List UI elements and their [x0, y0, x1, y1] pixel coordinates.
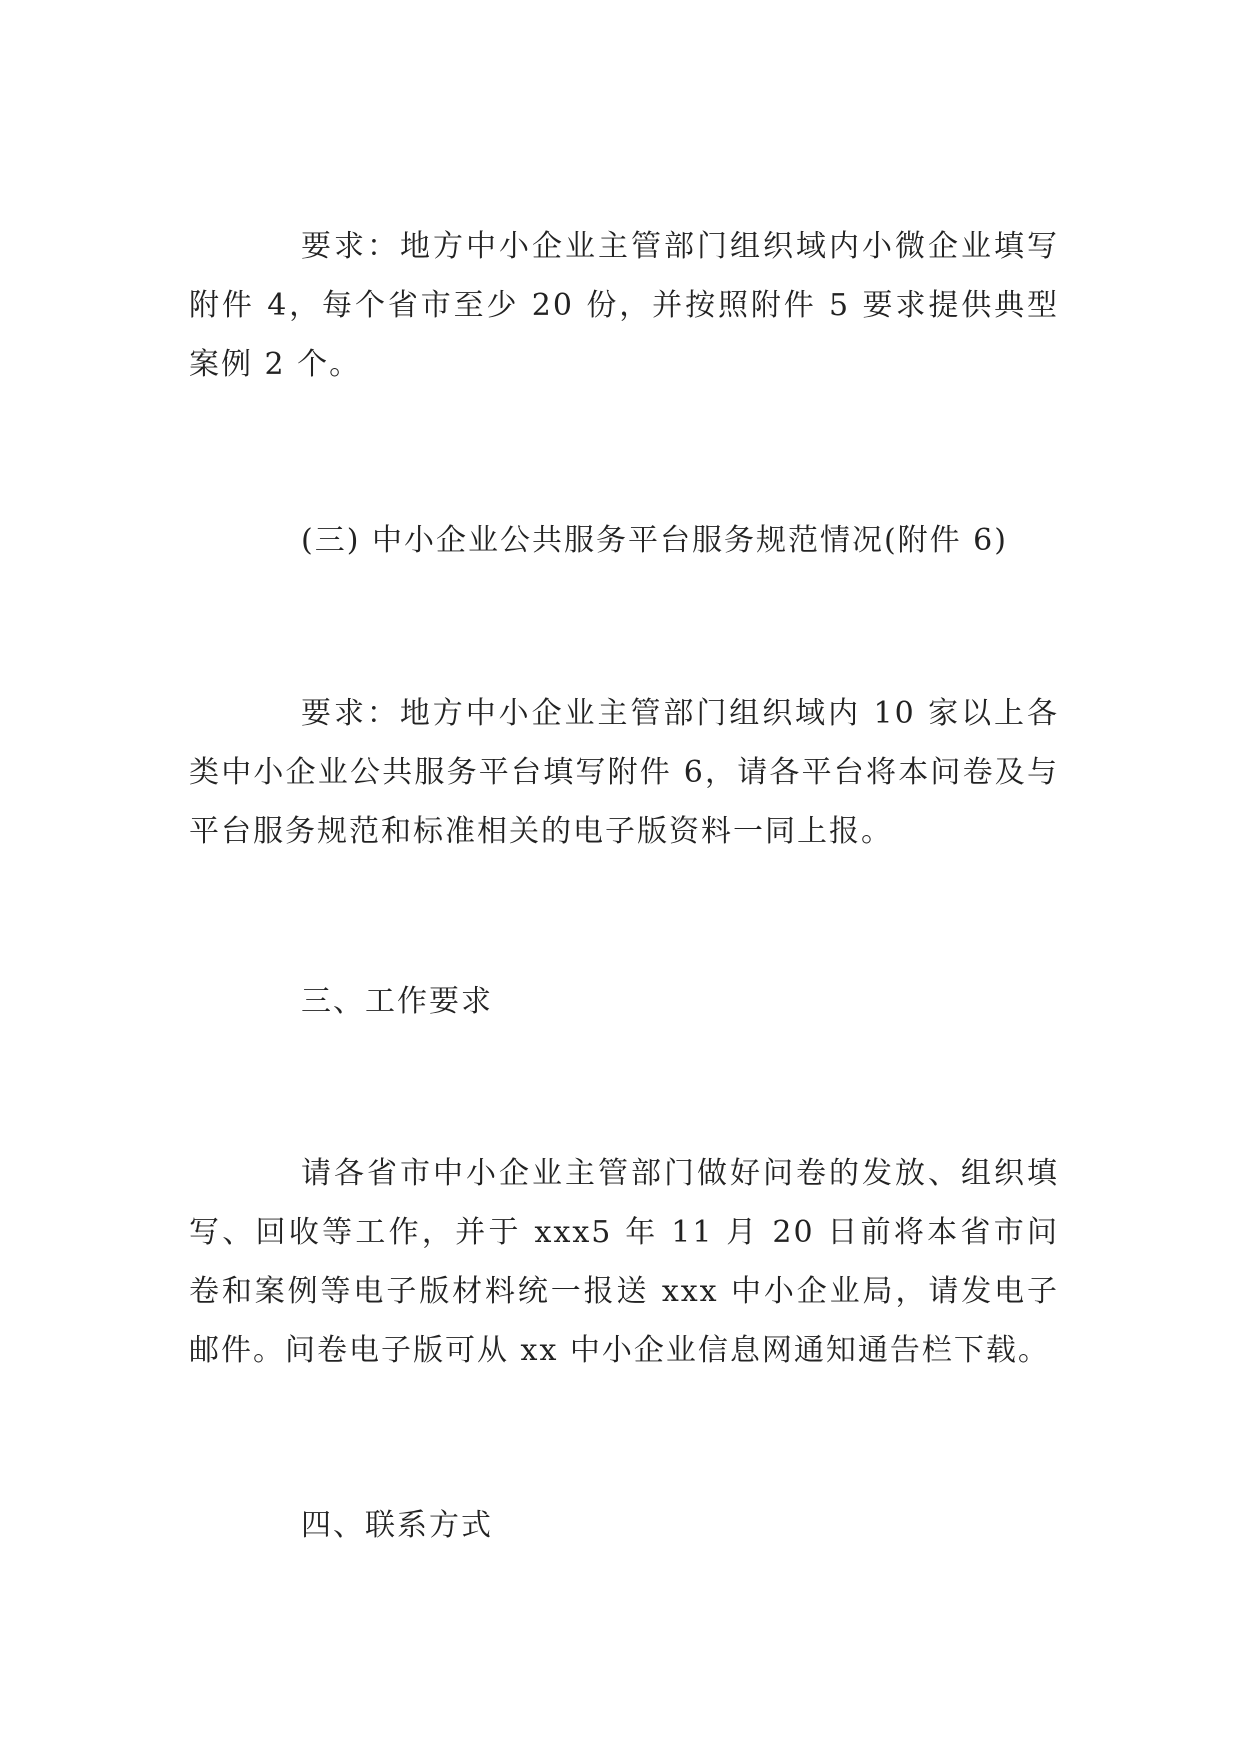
section-heading-public-service-platform: (三) 中小企业公共服务平台服务规范情况(附件 6) — [301, 523, 1008, 558]
work-requirements-paragraph: 请各省市中小企业主管部门做好问卷的发放、组织填写、回收等工作，并于 xxx5 年 11 月 20 日前将本省市问卷和案例等电子版材料统一报送 xxx 中小企业局，请发电子邮件。问卷电子版可从 xx 中小企业信息网通知通告栏下载。 — [189, 1156, 1059, 1368]
requirement-paragraph-small-micro-enterprises: 要求：地方中小企业主管部门组织域内小微企业填写附件 4，每个省市至少 20 份，并按照附件 5 要求提供典型案例 2 个。 — [189, 229, 1059, 382]
requirement-paragraph-public-service-platforms: 要求：地方中小企业主管部门组织域内 10 家以上各类中小企业公共服务平台填写附件 6，请各平台将本问卷及与平台服务规范和标准相关的电子版资料一同上报。 — [189, 696, 1059, 849]
section-heading-work-requirements: 三、工作要求 — [301, 984, 493, 1019]
section-heading-contact-information: 四、联系方式 — [301, 1508, 493, 1543]
